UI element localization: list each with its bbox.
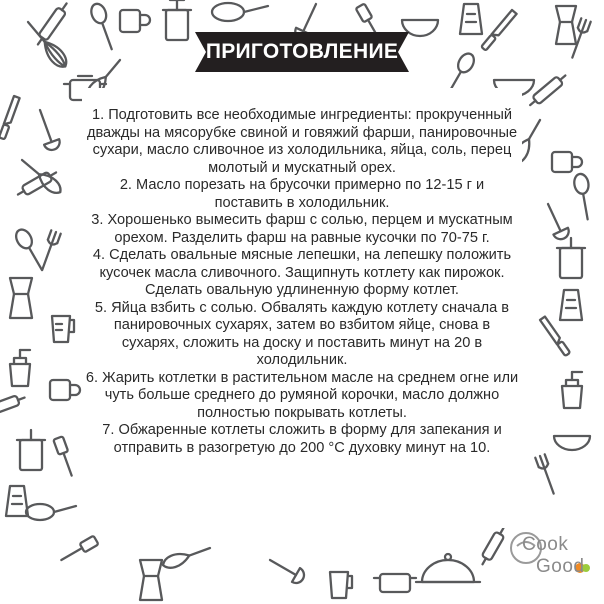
brand-name-line1: Cook — [522, 534, 569, 555]
grater-icon — [460, 4, 482, 34]
pan-icon — [212, 3, 268, 21]
coffee-grinder-icon — [10, 350, 30, 386]
measuring-jug-icon — [330, 572, 352, 598]
page-title: ПРИГОТОВЛЕНИЕ — [205, 40, 399, 63]
coffee-maker-icon — [140, 560, 162, 600]
knife-icon — [540, 317, 570, 356]
step-1: 1. Подготовить все необходимые ингредиенты: прокрученный дважды на мясорубке свиной и говяжий фарши, панировочные сухари, масло сливочное из холодильника, яйца, соль, перец молотый и мускатный орех. — [86, 107, 518, 176]
rolling-pin-icon — [34, 1, 71, 48]
knife-icon — [481, 10, 516, 51]
fork-icon — [568, 18, 591, 59]
spoon-icon — [573, 173, 595, 221]
spatula-icon — [53, 436, 76, 477]
whisk-icon — [161, 542, 212, 570]
measuring-jug-icon — [52, 316, 74, 342]
pan-icon — [26, 504, 76, 520]
instructions — [84, 107, 520, 457]
grater-icon — [560, 290, 582, 320]
title-banner — [195, 32, 409, 72]
step-4: 4. Сделать овальные мясные лепешки, на лепешку положить кусочек масла сливочного. Защипнуть котлету как пирожок. Сделать овальную удлиненную форму котлет. — [92, 247, 512, 298]
french-press-icon — [17, 430, 45, 470]
cloche-icon — [416, 554, 480, 582]
coffee-maker-icon — [10, 278, 32, 318]
bowl-icon — [554, 436, 590, 450]
cup-icon — [50, 380, 80, 400]
fork-icon — [535, 454, 558, 495]
step-6: 6. Жарить котлетки в растительном масле на среднем огне или чуть больше среднего до румяной корочки, масло должно полностью покрывать котлеты. — [85, 369, 519, 421]
ladle-icon — [266, 553, 307, 586]
fork-icon — [38, 230, 61, 271]
whisk-icon — [23, 18, 71, 71]
rolling-pin-icon — [0, 393, 26, 417]
coffee-grinder-icon — [562, 372, 582, 408]
spatula-icon — [59, 536, 99, 565]
brand-name-line2: Good — [536, 556, 585, 577]
pot-icon — [374, 574, 416, 592]
rolling-pin-icon — [527, 72, 569, 109]
ladle-icon — [32, 107, 61, 152]
spoon-icon — [89, 2, 119, 52]
knife-icon — [0, 96, 20, 139]
cup-icon — [552, 152, 582, 172]
french-press-icon — [163, 0, 191, 40]
cup-icon — [120, 10, 150, 32]
ladle-icon — [541, 201, 572, 242]
step-5: 5. Яйца взбить с солью. Обвалять каждую котлету сначала в панировочных сухарях, затем во взбитом яйце, снова в сухарях, сложить на доску и поставить минут на 20 в холодильник. — [94, 299, 510, 368]
step-7: 7. Обжаренные котлеты сложить в форму для запекания и отправить в разогретую до 200 °С духовку минут на 10. — [102, 422, 502, 456]
grater-icon — [6, 486, 28, 516]
step-2: 2. Масло порезать на брусочки примерно по 12-15 г и поставить в холодильник. — [119, 177, 485, 211]
french-press-icon — [557, 238, 585, 278]
step-3: 3. Хорошенько вымесить фарш с солью, перцем и мускатным орехом. Разделить фарш на равные кусочки по 70-75 г. — [91, 212, 513, 246]
coffee-maker-icon — [556, 6, 576, 44]
